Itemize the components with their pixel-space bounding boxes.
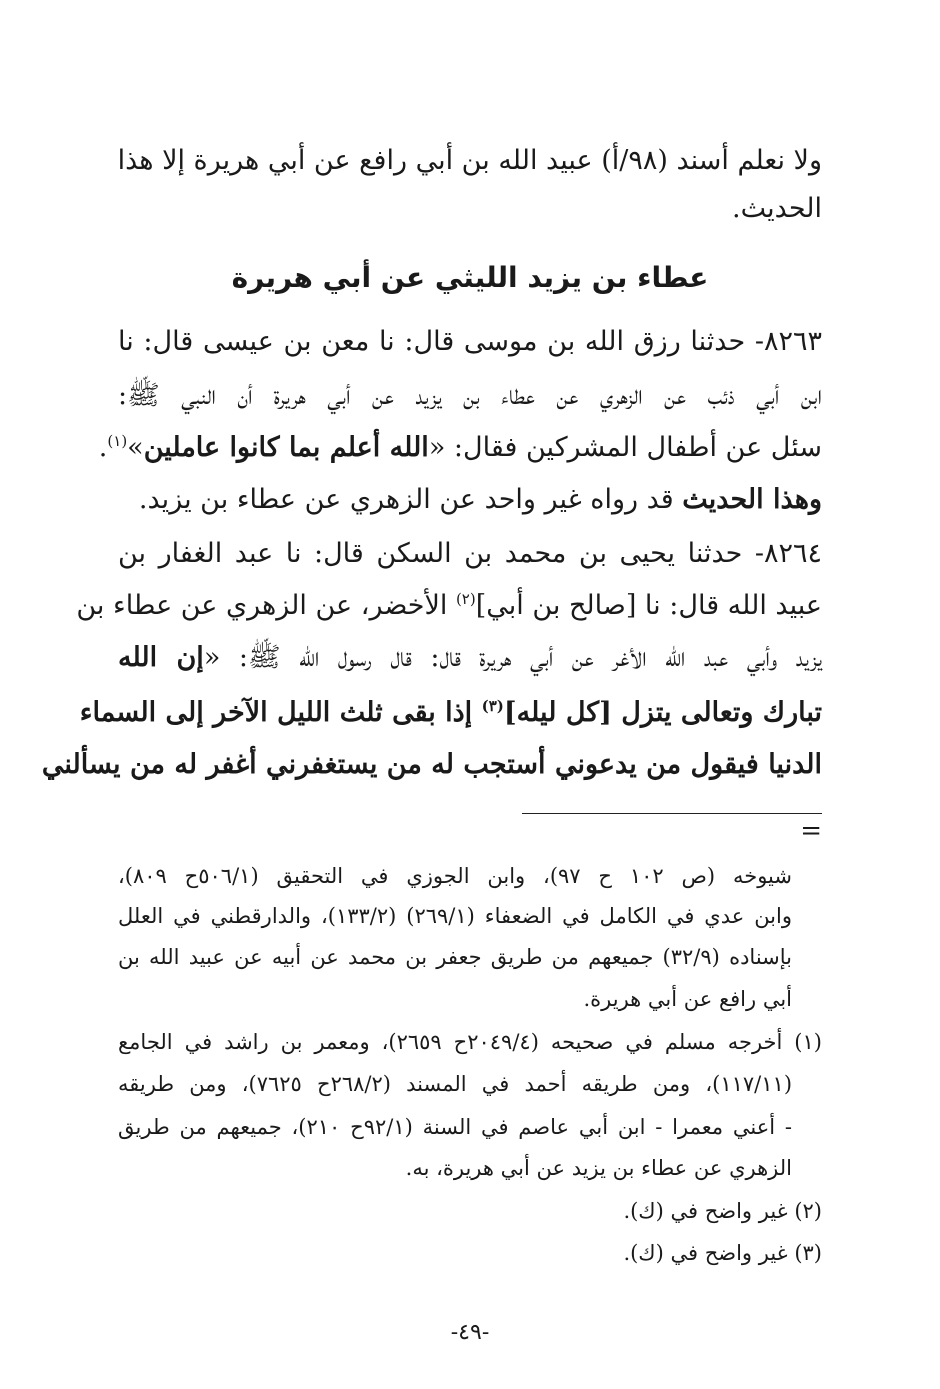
hadith-line	[118, 634, 822, 682]
continuation-marker: =	[800, 816, 822, 846]
text-run: .	[98, 432, 108, 463]
hadith-line: ٨٢٦٤- حدثنا يحيى بن محمد بن السكن قال: نا عبد الغفار بن	[118, 538, 822, 569]
footnote-ref: (٣)	[481, 697, 504, 715]
bold-text: الله أعلم بما كانوا عاملين	[143, 432, 429, 463]
footnote-line: بإسناده (٣٢/٩) جميعهم من طريق جعفر بن محمد عن أبيه عن عبيد الله بن	[118, 945, 792, 969]
text-run: تبارك وتعالى يتزل [كل ليله]	[503, 697, 822, 728]
paragraph-line	[118, 476, 822, 524]
hadith-line	[76, 582, 822, 630]
footnote-line: وابن عدي في الكامل في الضعفاء (٢٦٩/١) (١٣٣/٢)، والدارقطني في العلل	[118, 904, 792, 928]
text-run: قد رواه غير واحد عن الزهري عن عطاء بن يزيد.	[138, 484, 683, 515]
page-number: -٤٩-	[450, 1320, 490, 1345]
footnote-ref: (١)	[107, 432, 128, 450]
footnote-ref: (٢)	[455, 590, 476, 608]
text-run: يزيد وأبي عبد الله الأغر عن أبي هريرة قال: قال رسول الله ﷺ: «	[203, 642, 822, 673]
footnote-line: شيوخه (ص ١٠٢ ح ٩٧)، وابن الجوزي في التحقيق (٥٠٦/١ح ٨٠٩)،	[118, 864, 792, 888]
footnote-line: الزهري عن عطاء بن يزيد عن أبي هريرة، به.	[405, 1156, 792, 1180]
paragraph-line: الحديث.	[732, 193, 822, 224]
bold-text: إن الله	[118, 642, 204, 673]
hadith-line	[98, 424, 822, 472]
hadith-line: الدنيا فيقول من يدعوني أستجب له من يستغفرني أغفر له من يسألني	[41, 749, 822, 780]
footnote-3: (٣) غير واضح في (ك).	[623, 1241, 822, 1265]
footnote-2: (٢) غير واضح في (ك).	[623, 1199, 822, 1223]
footnote-1: (١) أخرجه مسلم في صحيحه (٢٠٤٩/٤ح ٢٦٥٩)، ومعمر بن راشد في الجامع	[118, 1030, 822, 1054]
footnote-line: (١١٧/١١)، ومن طريقه أحمد في المسند (٢٦٨/٢ح ٧٦٢٥)، ومن طريقه	[118, 1072, 793, 1096]
text-run: عبيد الله قال: نا [صالح بن أبي]	[475, 590, 822, 621]
hadith-line	[79, 689, 822, 737]
text-run: إذا بقى ثلث الليل الآخر إلى السماء	[79, 697, 482, 728]
bold-text: وهذا الحديث	[682, 484, 822, 515]
paragraph-line: ولا نعلم أسند (٩٨/أ) عبيد الله بن أبي رافع عن أبي هريرة إلا هذا	[117, 145, 822, 176]
text-run: »	[127, 432, 144, 463]
hadith-line: ٨٢٦٣- حدثنا رزق الله بن موسى قال: نا معن بن عيسى قال: نا	[118, 326, 822, 357]
text-run: سئل عن أطفال المشركين فقال: «	[428, 432, 822, 463]
hadith-line: ابن أبي ذئب عن الزهري عن عطاء بن يزيد عن أبي هريرة أن النبي ﷺ:	[118, 380, 822, 411]
footnote-line: أبي رافع عن أبي هريرة.	[583, 987, 792, 1011]
footnote-line: - أعني معمرا - ابن أبي عاصم في السنة (٩٢/١ح ٢١٠)، جميعهم من طريق	[118, 1115, 793, 1139]
text-run: الأخضر، عن الزهري عن عطاء بن	[76, 590, 456, 621]
section-title: عطاء بن يزيد الليثي عن أبي هريرة	[231, 261, 709, 294]
footnote-divider	[522, 813, 822, 814]
